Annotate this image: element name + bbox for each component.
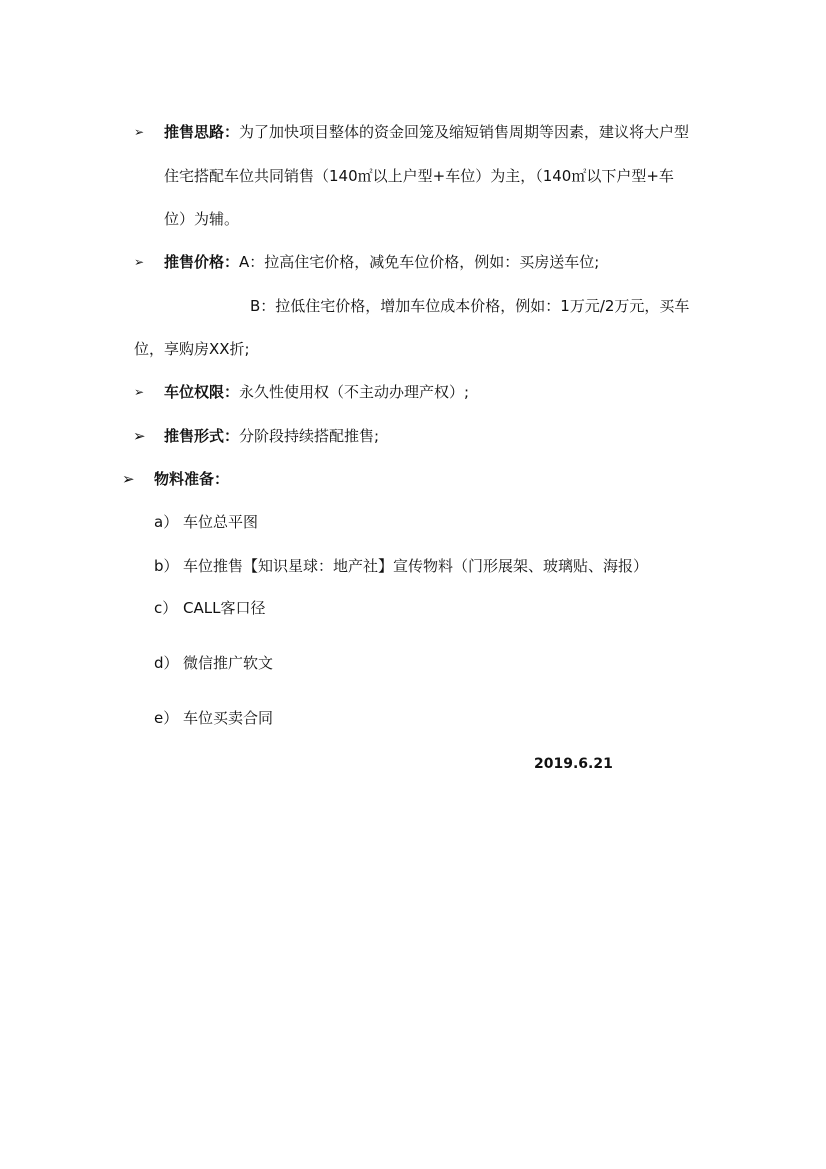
label-sales-form: 推售形式： — [164, 427, 240, 445]
arrow-bullet-icon: ➢ — [134, 255, 145, 269]
list-marker: e） — [154, 709, 179, 727]
list-item-materials: 车位推售【知识星球：地产社】宣传物料（门形展架、玻璃贴、海报） — [183, 557, 649, 575]
text-sales-price-a: A：拉高住宅价格，减免车位价格，例如：买房送车位; — [239, 253, 600, 271]
arrow-bullet-icon: ➢ — [134, 385, 145, 399]
text-sales-price-b-cont: 位，享购房XX折; — [134, 340, 250, 358]
text-sales-form: 分阶段持续搭配推售; — [239, 427, 380, 445]
paragraph-sales-price-line-1 — [164, 252, 599, 272]
list-marker: c） — [154, 599, 178, 617]
list-marker: b） — [154, 557, 179, 575]
document-date: 2019.6.21 — [534, 756, 613, 772]
text-parking-rights: 永久性使用权（不主动办理产权）; — [239, 383, 470, 401]
text-sales-strategy-3: 位）为辅。 — [164, 210, 240, 228]
arrow-bullet-icon: ➢ — [133, 427, 146, 445]
text-sales-strategy-2: 住宅搭配车位共同销售（140㎡以上户型+车位）为主，（140㎡以下户型+车 — [164, 167, 674, 185]
paragraph-parking-rights — [164, 382, 469, 402]
list-item-materials: 微信推广软文 — [183, 654, 274, 672]
label-parking-rights: 车位权限： — [164, 383, 240, 401]
arrow-bullet-icon: ➢ — [134, 125, 145, 139]
list-marker: d） — [154, 654, 179, 672]
label-sales-price: 推售价格： — [164, 253, 240, 271]
text-sales-price-b: B：拉低住宅价格，增加车位成本价格，例如：1万元/2万元，买车 — [250, 297, 690, 315]
list-item-materials: CALL客口径 — [183, 599, 266, 617]
list-item-materials: 车位买卖合同 — [183, 709, 274, 727]
list-marker: a） — [154, 513, 179, 531]
text-sales-strategy-1: 为了加快项目整体的资金回笼及缩短销售周期等因素，建议将大户型 — [239, 123, 690, 141]
paragraph-sales-form — [164, 426, 379, 446]
heading-materials: 物料准备： — [154, 470, 230, 488]
paragraph-sales-strategy-line-1 — [164, 122, 689, 142]
list-item-materials: 车位总平图 — [183, 513, 259, 531]
label-sales-strategy: 推售思路： — [164, 123, 240, 141]
arrow-bullet-icon: ➢ — [122, 470, 135, 488]
